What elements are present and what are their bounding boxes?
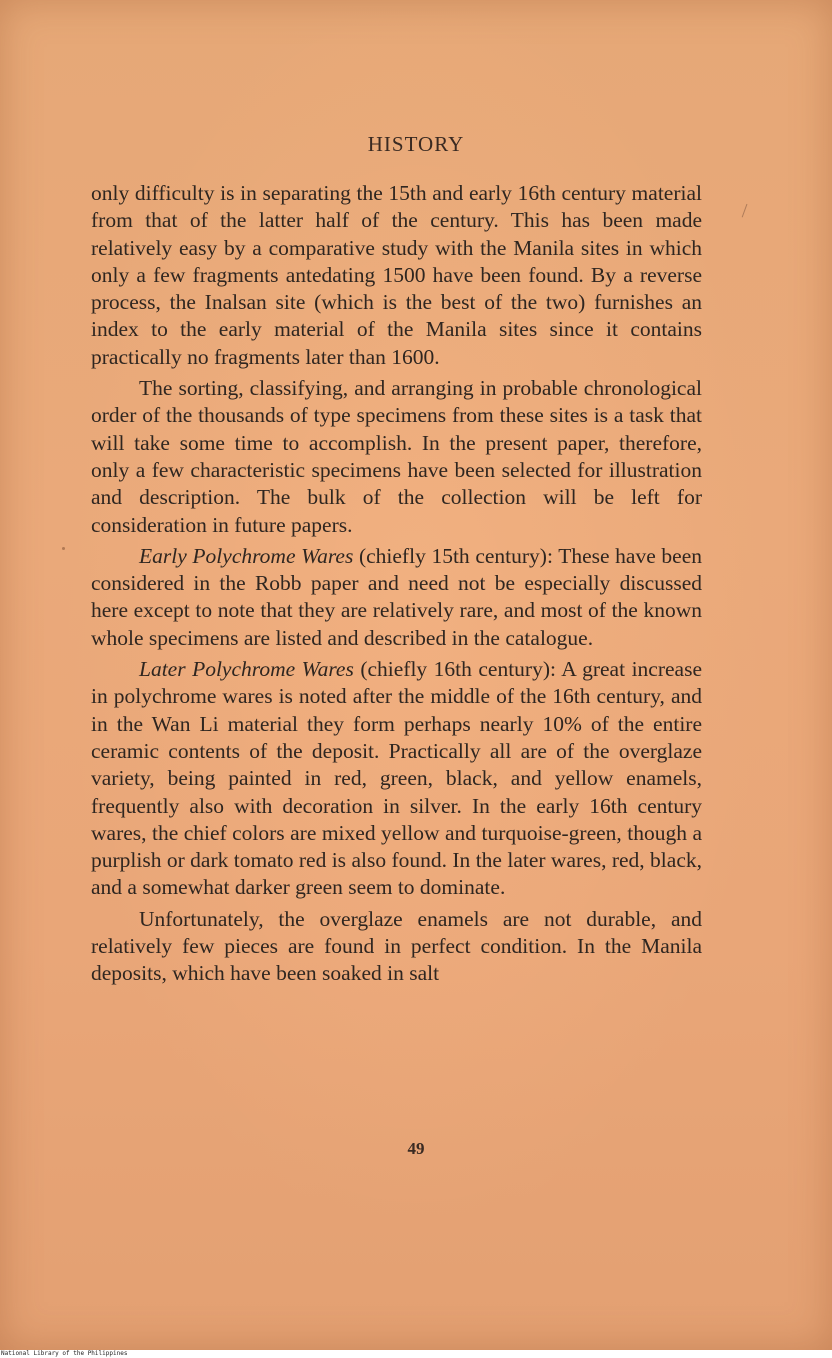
paragraph-5-text: Unfortunately, the overglaze enamels are not durable, and relatively few pieces are found in perfect condition. In the Manila deposits, which have been soaked in salt	[91, 906, 702, 986]
paragraph-2-text: The sorting, classifying, and arranging in probable chronological order of the thousands of type specimens from these sites is a task that will take some time to accomplish. In the present paper, therefore, only a few characteristic specimens have been selected for illustration and description. The bulk of the collection will be left for consideration in future papers.	[91, 376, 702, 537]
paragraph-3-lead: Early Polychrome Wares	[139, 543, 354, 568]
paragraph-5	[91, 906, 702, 988]
paragraph-3-text: (chiefly 15th century): These have been considered in the Robb paper and need not be especially discussed here except to note that they are relatively rare, and most of the known whole specimens are listed and described in the catalogue.	[91, 543, 702, 650]
library-credit: National Library of the Philippines	[1, 1350, 128, 1357]
paragraph-1-text: only difficulty is in separating the 15th and early 16th century material from that of the latter half of the century. This has been made relatively easy by a comparative study with the Manila sites in which only a few fragments antedating 1500 have been found. By a reverse process, the Inalsan site (which is the best of the two) furnishes an index to the early material of the Manila sites since it contains practically no fragments later than 1600.	[91, 181, 702, 369]
paragraph-4-text: (chiefly 16th century): A great increase in polychrome wares is noted after the middle of the 16th century, and in the Wan Li material they form perhaps nearly 10% of the entire ceramic contents of the deposit. Practically all are of the overglaze variety, being painted in red, green, black, and yellow enamels, frequently also with decoration in silver. In the early 16th century wares, the chief colors are mixed yellow and turquoise-green, though a purplish or dark tomato red is also found. In the later wares, red, black, and a somewhat darker green seem to dominate.	[91, 657, 702, 900]
running-head: HISTORY	[367, 132, 465, 156]
pencil-mark	[742, 204, 750, 218]
paper-speck	[62, 547, 65, 550]
page-number: 49	[407, 1139, 425, 1158]
paragraph-3	[91, 543, 702, 652]
paragraph-4-lead: Later Polychrome Wares	[139, 657, 354, 682]
body-text	[91, 180, 702, 988]
paragraph-2	[91, 375, 702, 539]
paragraph-4	[91, 656, 702, 902]
paragraph-1	[91, 180, 702, 371]
